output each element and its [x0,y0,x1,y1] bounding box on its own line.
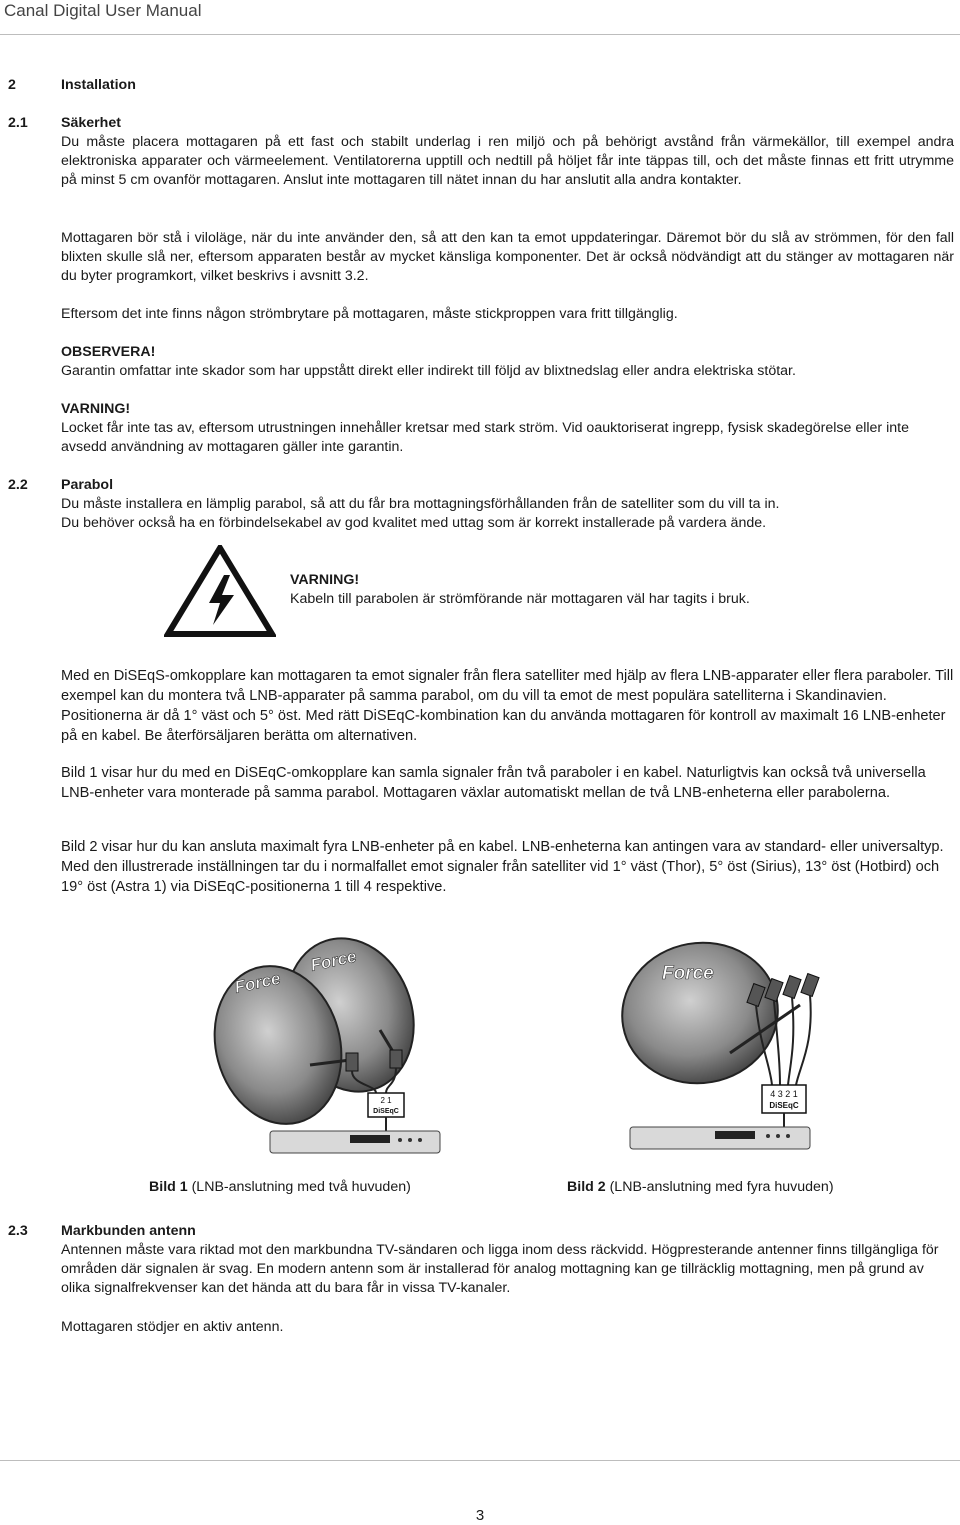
subsection-title: Markbunden antenn [61,1223,196,1239]
paragraph: Bild 1 visar hur du med en DiSEqC-omkopplare kan samla signaler från två paraboler i en kabel. Naturligtvis kan också två universella LNB-enheter vara monterade på samma parabol. Mottagaren växlar automatiskt mellan de två LNB-enheterna eller parabolerna. [61,765,926,801]
switch-port-numbers: 2 1 [380,1096,392,1105]
header-rule [0,34,960,35]
switch-label: DiSEqC [769,1101,799,1110]
section-2-1 [61,114,954,190]
satellite-dish [611,935,789,1095]
high-voltage-warning-icon [164,545,276,637]
cable-warning [290,571,930,609]
section-title: Installation [61,77,136,93]
dish-brand-logo: Force [308,946,359,975]
paragraph: Du behöver också ha en förbindelsekabel av god kvalitet med uttag som är korrekt installerade på vardera ände. [61,515,767,531]
switch-port-numbers: 4 3 2 1 [770,1089,798,1099]
lnb [346,1053,358,1071]
figure-2-caption [567,1178,834,1197]
subsection-number: 2.1 [8,115,28,131]
figure-1-caption [149,1178,411,1197]
lnb [390,1050,402,1068]
section-2-2 [61,476,954,533]
observera-note [61,343,954,381]
subsection-title: Säkerhet [61,115,121,131]
varning-note [61,400,954,457]
varning-text: Locket får inte tas av, eftersom utrustningen innehåller kretsar med stark ström. Vid oauktoriserat ingrepp, fysisk skadegörelse eller inte avsedd användning av mottagaren gäller inte garantin. [61,420,909,455]
switch-label: DiSEqC [373,1108,399,1115]
dish-brand-logo: Force [232,968,283,997]
paragraph: Eftersom det inte finns någon strömbrytare på mottagaren, måste stickproppen vara fritt tillgänglig. [61,306,678,322]
paragraph: Du måste installera en lämplig parabol, så att du får bra mottagningsförhållanden från de satelliter som du vill ta in. [61,496,780,512]
warning-text: Kabeln till parabolen är strömförande när mottagaren väl har tagits i bruk. [290,591,750,607]
lnb [783,976,801,999]
subsection-title: Parabol [61,477,114,493]
warning-label: VARNING! [290,572,360,588]
figure-2-four-lnb-dish [610,935,840,1160]
subsection-number: 2.3 [8,1223,28,1239]
caption-text: (LNB-anslutning med två huvuden) [187,1179,411,1195]
footer-rule [0,1460,960,1461]
subsection-number: 2.2 [8,477,28,493]
paragraph: Mottagaren stödjer en aktiv antenn. [61,1319,284,1335]
paragraph: Mottagaren bör stå i viloläge, när du inte använder den, så att den kan ta emot uppdateringar. Däremot bör du slå av strömmen, för den fall blixten skulle slå ner, eftersom apparaten består av mycket känsliga komponenter. Det är också nödvändigt att du stänger av mottagaren när du byter programkort, vilket beskrivs i avsnitt 3.2. [61,230,954,284]
document-header-title: Canal Digital User Manual [4,1,202,20]
paragraph: Du måste placera mottagaren på ett fast och stabilt underlag i ren miljö och på behörigt avstånd från värmekällor, till exempel andra elektroniska apparater och värmeelement. Ventilatorerna upptill och nedtill på höljet får inte täppas till, och det måste finnas ett fritt utrymme på minst 5 cm ovanför mottagaren. Anslut inte mottagaren till nätet innan du har anslutit alla andra kontakter. [61,134,954,188]
paragraph: Antennen måste vara riktad mot den markbundna TV-sändaren och ligga inom dess räckvidd. Högpresterande antenner finns tillgängliga för områden där signalen är svag. En modern antenn som är installerad för analog mottagning kan ge tillräcklig mottagning, men på grund av olika signalfrekvenser kan det hända att du bara får in vissa TV-kanaler. [61,1242,939,1296]
paragraph: Bild 2 visar hur du kan ansluta maximalt fyra LNB-enheter på en kabel. LNB-enheterna kan antingen vara av standard- eller universaltyp. Med den illustrerade inställningen tar du i normalfallet emot signaler från satelliter vid 1° väst (Thor), 5° öst (Sirius), 13° öst (Hotbird) och 19° öst (Astra 1) via DiSEqC-positionerna 1 till 4 respektive. [61,839,944,895]
varning-label: VARNING! [61,401,131,417]
observera-text: Garantin omfattar inte skador som har uppstått direkt eller indirekt till följd av blixtnedslag eller andra elektriska stötar. [61,363,796,379]
section-number: 2 [8,77,16,93]
section-2-3 [61,1222,954,1298]
caption-text: (LNB-anslutning med fyra huvuden) [605,1179,834,1195]
figure-1-two-dishes [200,935,450,1160]
lnb [801,974,819,997]
paragraph: Med en DiSEqS-omkopplare kan mottagaren ta emot signaler från flera satelliter med hjälp av flera LNB-apparater eller flera paraboler. Till exempel kan du montera två LNB-apparater på samma parabol, om du vill ta emot de mest populära satelliterna i Skandinavien. Positionerna är då 1° väst och 5° öst. Med rätt DiSEqC-kombination kan du använda mottagaren för kontroll av maximalt 16 LNB-enheter på en kabel. Be återförsäljaren berätta om alternativen. [61,668,954,744]
caption-label: Bild 1 [149,1179,188,1195]
dish-brand-logo: Force [662,963,714,984]
caption-label: Bild 2 [567,1179,606,1195]
page-number: 3 [475,1507,485,1524]
observera-label: OBSERVERA! [61,344,156,360]
